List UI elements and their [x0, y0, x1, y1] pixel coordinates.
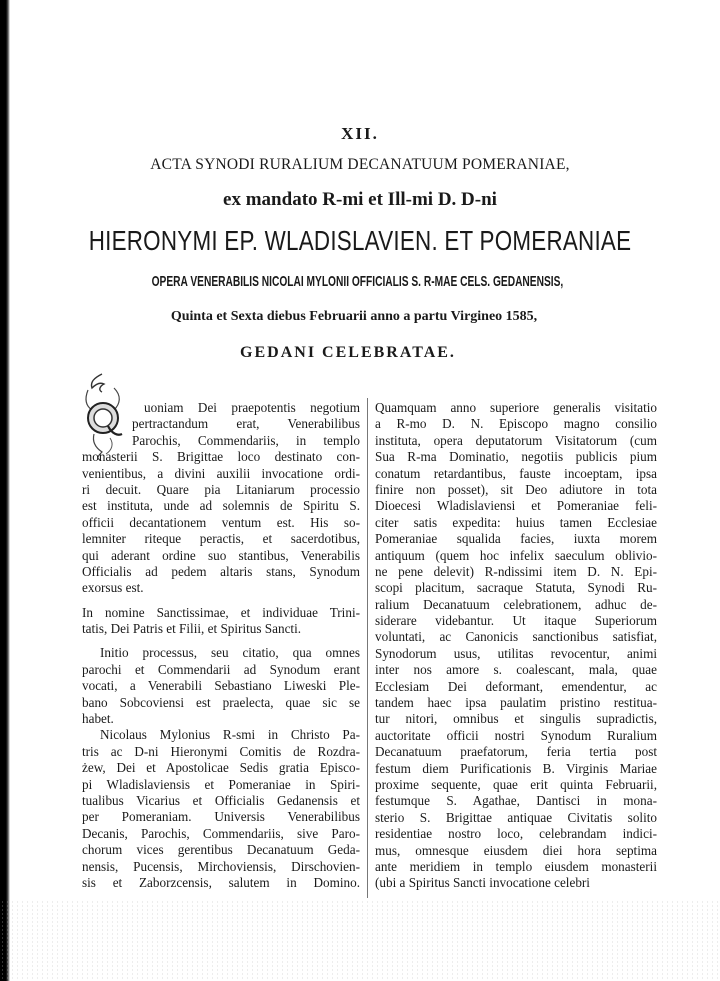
text-line: tandem haec ipsa paulatim pristino restitua-: [375, 695, 657, 711]
text-line: ne pene delevit) R-ndissimi item D. N. Epi-: [375, 563, 657, 579]
text-line: habet.: [82, 711, 114, 727]
text-line: instituta, opera deputatorum Visitatorum (cum: [375, 432, 657, 448]
text-line: auctoritate officii nostri Synodum Ruralium: [375, 727, 657, 743]
text-line: żew, Dei et Apostolicae Sedis gratia Episco-: [82, 760, 360, 776]
text-line: Ecclesiam Dei deformant, emendentur, ac: [375, 678, 657, 694]
text-line: mus, omnesque eiusdem diei hora septima: [375, 842, 657, 858]
text-line: monasterii S. Brigittae loco destinato con-: [82, 449, 360, 465]
text-line: officii decantationem ventum est. His so-: [82, 514, 360, 530]
text-line: ri decuit. Quare pia Litaniarum processio: [82, 481, 360, 497]
text-line: Nicolaus Mylonius R-smi in Christo Pa-: [100, 727, 360, 743]
text-line: per Pomeraniam. Universis Venerabilibus: [82, 809, 360, 825]
text-line: ante meridiem in templo eiusdem monasterii: [375, 858, 657, 874]
text-line: est instituta, unde ad solemnis de Spiritu S.: [82, 498, 360, 514]
text-line: pertractandum erat, Venerabilibus: [132, 416, 360, 432]
title-line-gedani: GEDANI CELEBRATAE.: [240, 344, 456, 361]
text-line: inter nos amore s. coalescant, mala, quae: [375, 662, 657, 678]
title-line-date: Quinta et Sexta diebus Februarii anno a partu Virgineo 1585,: [170, 309, 538, 324]
column-divider: [367, 398, 368, 898]
chapter-number: XII.: [341, 124, 379, 143]
page-edge-shadow: [0, 0, 10, 981]
left-column: [82, 400, 360, 891]
text-line: (ubi a Spiritus Sancti invocatione celebri: [375, 875, 590, 891]
text-line: exorsus est.: [82, 580, 144, 596]
text-line: Pomeraniae squalida facies, iuxta morem: [375, 531, 657, 547]
paragraph-gap: [82, 597, 360, 605]
text-line: siderare videbantur. Ut itaque Superiorum: [375, 613, 657, 629]
scan-grain: [0, 900, 720, 981]
text-line: Decanis, Parochis, Commendariis, sive Paro-: [82, 825, 360, 841]
text-line: uoniam Dei praepotentis negotium: [144, 400, 360, 415]
text-line: proxime sequente, quae erit quinta Februarii,: [375, 776, 657, 792]
text-line: In nomine Sanctissimae, et individuae Trini-: [82, 604, 360, 620]
text-line: Parochis, Commendariis, in templo: [132, 432, 360, 448]
text-line: lemniter riteque peractis, et sacerdotibus,: [82, 531, 360, 547]
text-line: Initio processus, seu citatio, qua omnes: [100, 645, 360, 661]
text-line: venientibus, a divini auxilii invocatione ordi-: [82, 465, 360, 481]
text-line: Quamquam anno superiore generalis visitatio: [375, 400, 657, 415]
text-line: residentiae nostro loco, celebrandam indici-: [375, 826, 657, 842]
text-line: voluntati, ac Canonicis sanctionibus satisfiat,: [375, 629, 657, 645]
paragraph-gap: [82, 637, 360, 645]
title-line-hieronymi: HIERONYMI EP. WLADISLAVIEN. ET POMERANIAE: [88, 225, 632, 256]
text-line: vocati, a Venerabili Sebastiano Liweski Ple-: [82, 678, 360, 694]
title-line-acta: ACTA SYNODI RURALIUM DECANATUUM POMERANIAE,: [150, 156, 570, 173]
text-line: a R-mo D. N. Episcopo magno consilio: [375, 416, 657, 432]
text-line: Sua R-ma Dominatio, negotiis publicis pium: [375, 449, 657, 465]
text-line: pi Wladislaviensis et Pomeraniae in Spiri-: [82, 776, 360, 792]
text-line: tur nitori, omnibus et singulis supradictis,: [375, 711, 657, 727]
text-line: conatum retardantibus, fauste incoeptam, ipsa: [375, 465, 657, 481]
text-line: ralium Decanatuum celebrationem, adhuc de-: [375, 596, 657, 612]
text-line: sis et Zaborzcensis, salutem in Domino.: [82, 874, 360, 890]
text-line: festumque S. Agathae, Dantisci in mona-: [375, 793, 657, 809]
text-line: finire non posset), sit Deo adiutore in tota: [375, 481, 657, 497]
right-column: [375, 400, 657, 892]
text-line: bano Sobcoviensi est praelecta, quae sic se: [82, 694, 360, 710]
title-line-mandate: ex mandato R-mi et Ill-mi D. D-ni: [223, 189, 497, 210]
text-line: festum diem Purificationis B. Virginis Mariae: [375, 760, 657, 776]
text-line: qui aderant ordine suo stantibus, Venerabilis: [82, 547, 360, 563]
text-line: scopi placitum, sacraque Statuta, Synodi Ru-: [375, 580, 657, 596]
text-line: sterio S. Brigittae antiquae Civitatis solito: [375, 809, 657, 825]
text-line: citer satis expedita: huius tamen Ecclesiae: [375, 514, 657, 530]
text-line: Decanatuum praefatorum, feria tertia post: [375, 744, 657, 760]
text-line: tatis, Dei Patris et Filii, et Spiritus Sancti.: [82, 621, 302, 637]
text-line: parochi et Commendarii ad Synodum erant: [82, 661, 360, 677]
text-line: antiquum (quem hoc infelix saeculum oblivio-: [375, 547, 657, 563]
text-line: tris ac D-ni Hieronymi Comitis de Rozdra-: [82, 743, 360, 759]
text-line: Dioecesi Wladislaviensi et Pomeraniae feli-: [375, 498, 657, 514]
text-line: nensis, Pucensis, Mirchoviensis, Dirschovien-: [82, 858, 360, 874]
text-line: chorum vices gerentibus Decanatuum Geda-: [82, 842, 360, 858]
text-line: tualibus Vicarius et Officialis Gedanensis et: [82, 792, 360, 808]
title-line-opera: OPERA VENERABILIS NICOLAI MYLONII OFFICIALIS S. R-MAE CELS. GEDANENSIS,: [151, 273, 564, 290]
text-line: Officialis ad pedem altaris stans, Synodum: [82, 563, 360, 579]
text-line: Synodorum usus, utilitas revocentur, animi: [375, 645, 657, 661]
